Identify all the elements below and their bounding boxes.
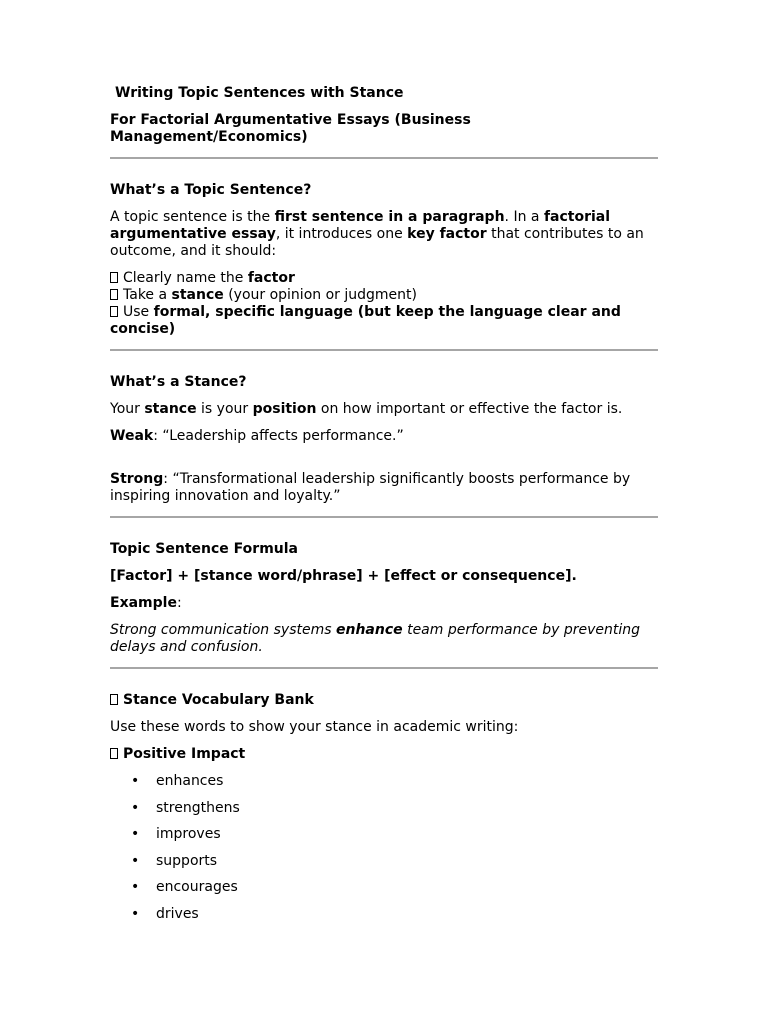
- document-content: [110, 85, 658, 933]
- strong-example: Strong: “Transformational leadership significantly boosts performance by inspiring innovation and loyalty.”: [110, 471, 631, 504]
- checkbox-icon: [110, 306, 118, 317]
- divider: [110, 349, 658, 351]
- document-subtitle: For Factorial Argumentative Essays (Business Management/Economics): [110, 112, 471, 145]
- list-item: • supports: [110, 853, 658, 870]
- section-heading-formula: Topic Sentence Formula: [110, 541, 298, 557]
- positive-impact-icon: [110, 748, 118, 759]
- checkbox-icon: [110, 289, 118, 300]
- list-item: • encourages: [110, 879, 658, 896]
- divider: [110, 516, 658, 518]
- list-item: • enhances: [110, 773, 658, 790]
- example-sentence: Strong communication systems enhance team performance by preventing delays and confusion.: [110, 622, 640, 655]
- checklist-item: Use formal, specific language (but keep the language clear and concise): [110, 304, 621, 337]
- section-heading-vocabulary: Stance Vocabulary Bank: [110, 692, 658, 709]
- list-item: • drives: [110, 906, 658, 923]
- document-title: Writing Topic Sentences with Stance: [115, 85, 404, 101]
- section-heading-topic-sentence: What’s a Topic Sentence?: [110, 182, 312, 198]
- checklist-item: Take a stance (your opinion or judgment): [110, 287, 658, 304]
- checkbox-icon: [110, 272, 118, 283]
- list-item: • strengthens: [110, 800, 658, 817]
- checklist-item: Clearly name the factor: [110, 270, 658, 287]
- divider: [110, 157, 658, 159]
- checklist: [110, 270, 658, 338]
- stance-definition: Your stance is your position on how important or effective the factor is.: [110, 401, 623, 417]
- list-item: • improves: [110, 826, 658, 843]
- formula-text: [Factor] + [stance word/phrase] + [effect or consequence].: [110, 568, 577, 584]
- divider: [110, 667, 658, 669]
- weak-example: Weak: “Leadership affects performance.”: [110, 428, 404, 444]
- positive-words-list: [110, 773, 658, 923]
- example-label: Example:: [110, 595, 182, 611]
- book-icon: [110, 694, 118, 705]
- positive-impact-heading: Positive Impact: [110, 746, 658, 763]
- section-heading-stance: What’s a Stance?: [110, 374, 247, 390]
- vocabulary-intro: Use these words to show your stance in academic writing:: [110, 719, 519, 735]
- topic-sentence-definition: A topic sentence is the first sentence in a paragraph. In a factorial argumentative essay, it introduces one key factor that contributes to an outcome, and it should:: [110, 209, 644, 259]
